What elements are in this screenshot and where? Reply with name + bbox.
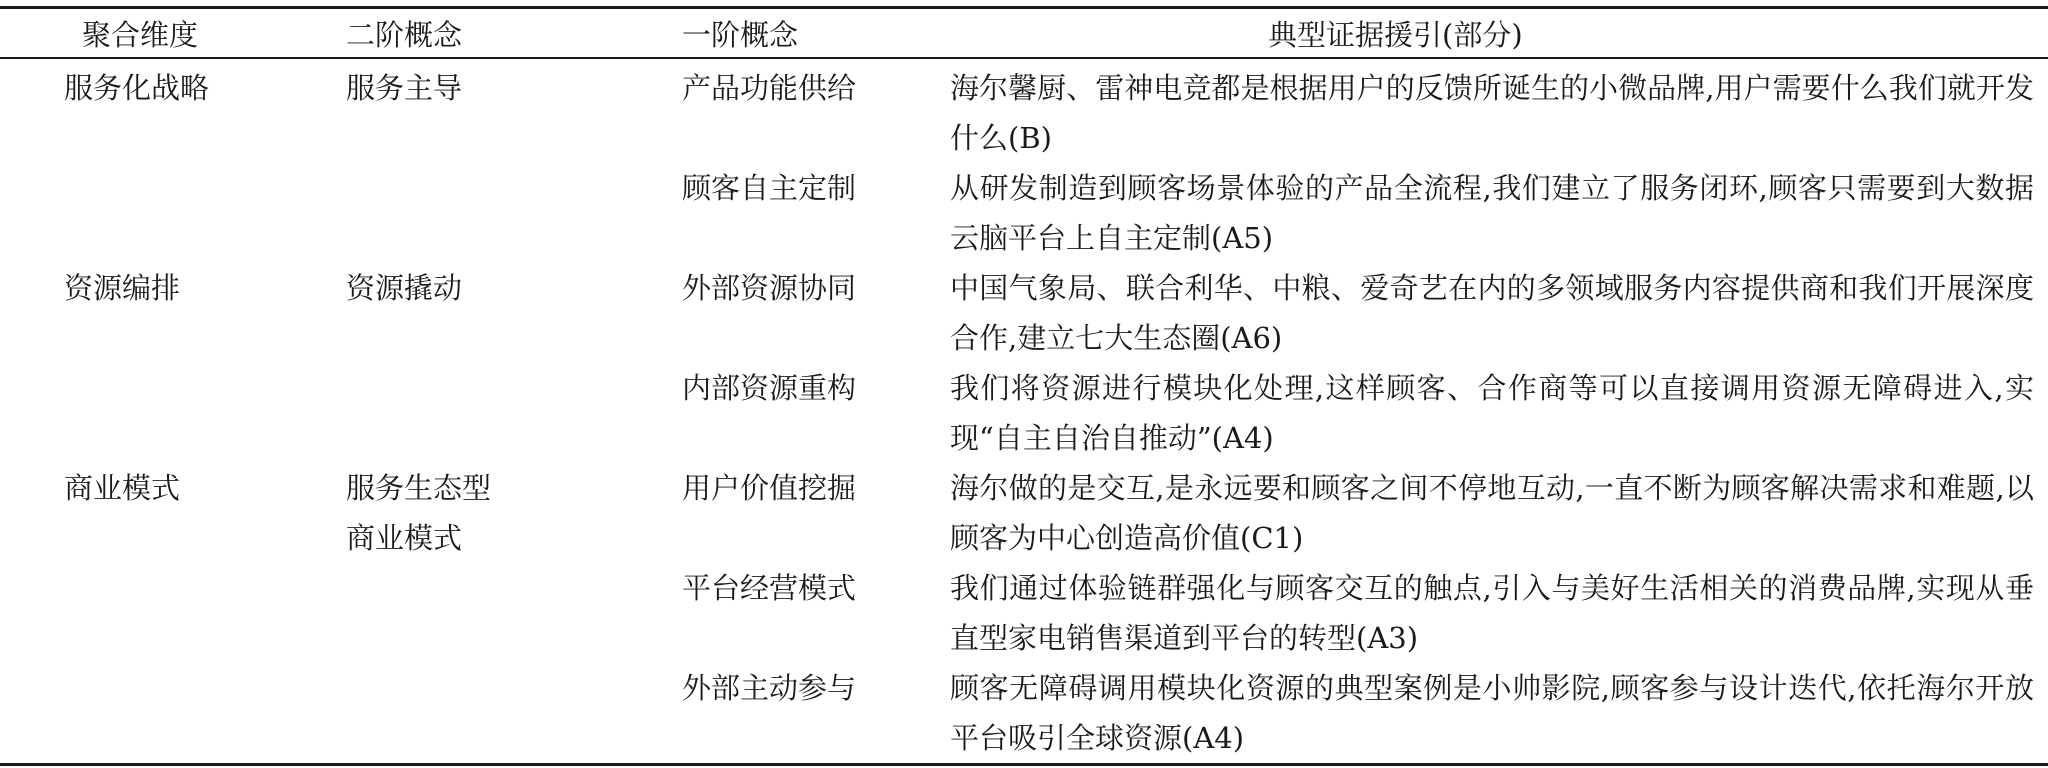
cell-second-order <box>282 463 598 563</box>
header-aggregate-dimension: 聚合维度 <box>0 8 282 59</box>
cell-evidence: 我们通过体验链群强化与顾客交互的触点,引入与美好生活相关的消费品牌,实现从垂直型家电销售渠道到平台的转型(A3) <box>950 571 2034 655</box>
cell-second-order-empty <box>282 663 598 765</box>
cell-aggregate: 商业模式 <box>64 471 181 505</box>
coding-table <box>0 6 2048 766</box>
cell-evidence: 海尔做的是交互,是永远要和顾客之间不停地互动,一直不断为顾客解决需求和难题,以顾客为中心创造高价值(C1) <box>950 471 2034 555</box>
cell-aggregate-empty <box>0 563 282 663</box>
table-row <box>0 58 2048 163</box>
cell-first-order: 外部资源协同 <box>682 271 857 305</box>
cell-aggregate-empty <box>0 163 282 263</box>
cell-evidence: 海尔馨厨、雷神电竞都是根据用户的反馈所诞生的小微品牌,用户需要什么我们就开发什么(B) <box>950 71 2034 155</box>
cell-second-order-empty <box>282 163 598 263</box>
cell-evidence: 从研发制造到顾客场景体验的产品全流程,我们建立了服务闭环,顾客只需要到大数据云脑平台上自主定制(A5) <box>950 171 2034 255</box>
cell-first-order: 用户价值挖掘 <box>682 471 857 505</box>
table-row <box>0 363 2048 463</box>
table-row <box>0 463 2048 563</box>
cell-first-order: 产品功能供给 <box>682 71 857 105</box>
header-first-order-concept: 一阶概念 <box>598 8 880 59</box>
table-row <box>0 563 2048 663</box>
cell-evidence: 中国气象局、联合利华、中粮、爱奇艺在内的多领域服务内容提供商和我们开展深度合作,建立七大生态圈(A6) <box>950 271 2034 355</box>
cell-evidence: 我们将资源进行模块化处理,这样顾客、合作商等可以直接调用资源无障碍进入,实现“自主自治自推动”(A4) <box>950 371 2034 455</box>
table-row <box>0 163 2048 263</box>
cell-aggregate-empty <box>0 663 282 765</box>
cell-first-order: 顾客自主定制 <box>682 171 857 205</box>
header-evidence: 典型证据援引(部分) <box>880 8 2048 59</box>
cell-aggregate: 资源编排 <box>64 271 181 305</box>
table-row <box>0 663 2048 765</box>
table-body <box>0 58 2048 765</box>
cell-aggregate-empty <box>0 363 282 463</box>
second-order-line-1: 服务生态型 <box>346 471 492 505</box>
cell-second-order: 服务主导 <box>346 71 463 105</box>
cell-evidence: 顾客无障碍调用模块化资源的典型案例是小帅影院,顾客参与设计迭代,依托海尔开放平台吸引全球资源(A4) <box>880 663 2048 765</box>
cell-first-order: 内部资源重构 <box>682 371 857 405</box>
second-order-line-2: 商业模式 <box>346 521 463 555</box>
cell-second-order: 资源撬动 <box>346 271 463 305</box>
cell-first-order: 平台经营模式 <box>682 571 857 605</box>
cell-first-order: 外部主动参与 <box>598 663 880 765</box>
table-row <box>0 263 2048 363</box>
data-structure-table <box>0 6 2048 766</box>
table-header <box>0 8 2048 59</box>
cell-aggregate: 服务化战略 <box>64 71 210 105</box>
cell-second-order-empty <box>282 363 598 463</box>
cell-second-order-empty <box>282 563 598 663</box>
header-row <box>0 8 2048 59</box>
header-second-order-concept: 二阶概念 <box>282 8 598 59</box>
